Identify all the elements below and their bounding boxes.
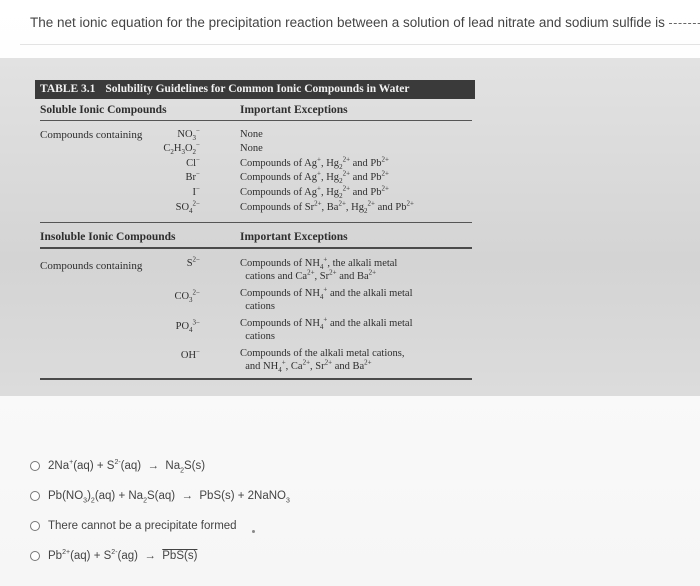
option-3-label: There cannot be a precipitate formed: [48, 520, 237, 532]
radio-button-1[interactable]: [30, 461, 40, 471]
option-3[interactable]: [30, 520, 237, 532]
radio-button-3[interactable]: [30, 521, 40, 531]
insoluble-exceptions-header: Important Exceptions: [240, 231, 348, 243]
option-4[interactable]: [30, 550, 197, 562]
soluble-header-rule: [40, 120, 472, 121]
ion-nitrate: $NO_3^-$: [177, 126, 200, 143]
table-number: TABLE 3.1: [40, 83, 96, 95]
insoluble-header: Insoluble Ionic Compounds: [40, 231, 176, 243]
exception-sulfide: Compounds of $NH_4^+$, the alkali metal cations and $Ca^{2+}$, $Sr^{2+}$ and $Ba^{2+}$: [240, 255, 398, 282]
ion-sulfide: $S^{2-}$: [186, 255, 200, 269]
soluble-compounds-containing: Compounds containing: [40, 129, 143, 141]
option-1-label: $2Na^+(aq) + S^{2-}(aq) \to Na_2S(s)$: [48, 459, 206, 475]
answer-blank: [669, 23, 700, 24]
insoluble-compounds-containing: Compounds containing: [40, 260, 143, 272]
table-bottom-rule: [40, 378, 472, 380]
option-2[interactable]: [30, 490, 290, 505]
table-title: Solubility Guidelines for Common Ionic Compounds in Water: [105, 83, 410, 95]
table-title-bar: [35, 80, 475, 99]
stray-mark: [252, 530, 255, 533]
ion-carbonate: $CO_3^{2-}$: [174, 288, 200, 305]
question-divider: [20, 44, 700, 45]
insoluble-header-rule: [40, 247, 472, 249]
exception-carbonate: Compounds of $NH_4^+$ and the alkali metal cations: [240, 285, 413, 312]
exception-chloride: Compounds of Ag+, $Hg_2^{2+}$ and $Pb^{2+}$: [240, 155, 389, 172]
exception-acetate: None: [240, 143, 263, 154]
exception-iodide: Compounds of Ag+, $Hg_2^{2+}$ and $Pb^{2+}$: [240, 184, 389, 201]
ion-sulfate: $SO_4^{2-}$: [175, 199, 200, 216]
option-2-label: $Pb(NO_3)_2(aq) + Na_2S(aq) \to PbS(s)$ + 2NaNO$_3$: [48, 490, 290, 505]
exception-nitrate: None: [240, 129, 263, 140]
question-prompt: The net ionic equation for the precipitation reaction between a solution of lead nitrate and sodium sulfide is: [30, 15, 665, 30]
radio-button-2[interactable]: [30, 491, 40, 501]
ion-iodide: I−: [192, 184, 200, 198]
exception-phosphate: Compounds of $NH_4^+$ and the alkali metal cations: [240, 315, 413, 342]
exception-sulfate: Compounds of $Sr^{2+}$, $Ba^{2+}$, $Hg_2^{2+}$ and $Pb^{2+}$: [240, 199, 414, 216]
soluble-section-rule: [40, 222, 472, 223]
exception-hydroxide: Compounds of the alkali metal cations, and $NH_4^+$, $Ca^{2+}$, $Sr^{2+}$ and $Ba^{2+}$: [240, 348, 405, 374]
soluble-exceptions-header: Important Exceptions: [240, 104, 348, 116]
ion-bromide: Br−: [185, 169, 200, 183]
ion-phosphate: $PO_4^{3-}$: [175, 318, 200, 335]
option-1[interactable]: [30, 459, 206, 475]
exception-bromide: Compounds of Ag+, $Hg_2^{2+}$ and $Pb^{2+}$: [240, 169, 389, 186]
soluble-header: Soluble Ionic Compounds: [40, 104, 167, 116]
option-4-label: $Pb^{2+}(aq) + S^{2-}(ag) \to PbS(s)$: [48, 549, 198, 562]
ion-chloride: Cl−: [186, 155, 200, 169]
ion-acetate: $C_2H_3O_2^-$: [163, 140, 200, 157]
radio-button-4[interactable]: [30, 551, 40, 561]
ion-hydroxide: OH−: [180, 347, 200, 361]
question-text: [30, 15, 700, 30]
